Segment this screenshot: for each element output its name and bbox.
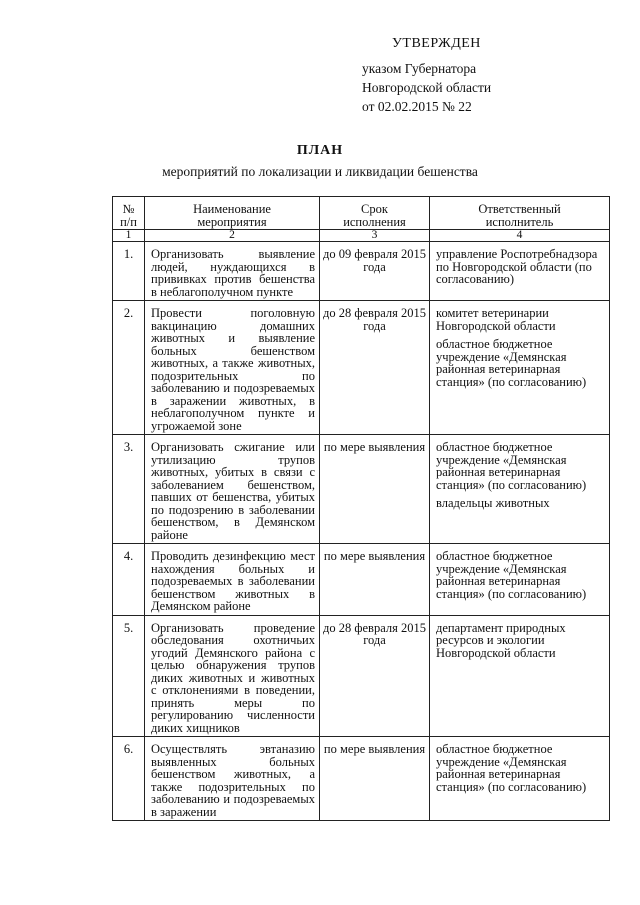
header-exec (430, 197, 610, 230)
row-term: по мере выявления (320, 435, 430, 544)
approval-heading: УТВЕРЖДЕН (392, 36, 481, 51)
row-number: 6. (113, 737, 145, 821)
row-executor (430, 737, 610, 821)
executor-entry: областное бюджетное учреждение «Демянская районная ветеринарная станция» (по согласованию) (436, 337, 587, 389)
header-term-line: Срок (361, 202, 388, 216)
header-num (113, 197, 145, 230)
header-name (145, 197, 320, 230)
row-measure: Организовать сжигание или утилизацию трупов животных, убитых в связи с заболеванием бешенством, павших от бешенства, убитых по подозрению в заболевании бешенством, в Демянском районе (145, 435, 320, 544)
approval-block (362, 34, 491, 116)
row-term: до 28 февраля 2015 года (320, 615, 430, 737)
table-row (113, 435, 610, 544)
row-executor (430, 435, 610, 544)
header-term (320, 197, 430, 230)
plan-table (112, 196, 610, 821)
row-number: 4. (113, 544, 145, 616)
executor-entry: областное бюджетное учреждение «Демянская районная ветеринарная станция» (по согласованию) (436, 549, 587, 601)
row-number: 2. (113, 301, 145, 435)
executor-entry: комитет ветеринарии Новгородской области (436, 306, 556, 333)
executor-entry: департамент природных ресурсов и экологии Новгородской области (436, 620, 566, 660)
header-name-line: мероприятия (197, 214, 267, 229)
header-num-line: п/п (120, 214, 137, 229)
column-number-row (113, 230, 610, 242)
executor-entry: областное бюджетное учреждение «Демянская районная ветеринарная станция» (по согласованию) (436, 742, 587, 794)
row-number: 5. (113, 615, 145, 737)
row-measure: Провести поголовную вакцинацию домашних животных и выявление больных бешенством животных, а также животных, подозрительных по заболеванию и подозреваемых в заражении животных, в неблагополучном пункте и угрожаемой зоне (145, 301, 320, 435)
column-number: 4 (430, 230, 610, 242)
row-executor (430, 615, 610, 737)
header-exec-line: Ответственный (478, 202, 561, 216)
executor-entry: областное бюджетное учреждение «Демянская районная ветеринарная станция» (по согласованию) (436, 440, 587, 492)
table-row (113, 737, 610, 821)
row-measure: Проводить дезинфекцию мест нахождения больных и подозреваемых в заболевании бешенством животных в Демянском районе (145, 544, 320, 616)
document-subtitle: мероприятий по локализации и ликвидации бешенства (162, 164, 478, 179)
row-measure: Осуществлять эвтаназию выявленных больных бешенством животных, а также подозрительных по заболеванию и подозреваемых в заражении (145, 737, 320, 821)
table-row (113, 615, 610, 737)
row-number: 3. (113, 435, 145, 544)
row-measure: Организовать выявление людей, нуждающихся в прививках против бешенства в неблагополучном пункте (145, 242, 320, 301)
document-title: ПЛАН (296, 143, 344, 158)
table-row (113, 301, 610, 435)
row-term: по мере выявления (320, 544, 430, 616)
table-header-row (113, 197, 610, 230)
header-name-line: Наименование (193, 202, 271, 216)
column-number: 1 (113, 230, 145, 242)
row-measure: Организовать проведение обследования охотничьих угодий Демянского района с целью обнаружения трупов диких животных и животных с отклонениями в поведении, принять меры по регулированию численности диких хищников (145, 615, 320, 737)
row-term: до 28 февраля 2015 года (320, 301, 430, 435)
row-term: до 09 февраля 2015 года (320, 242, 430, 301)
row-number: 1. (113, 242, 145, 301)
row-executor (430, 301, 610, 435)
executor-entry: управление Роспотребнадзора по Новгородской области (по согласованию) (436, 247, 598, 286)
row-term: по мере выявления (320, 737, 430, 821)
table-row (113, 544, 610, 616)
row-executor (430, 242, 610, 301)
approval-line: Новгородской области (362, 80, 492, 95)
header-num-line: № (122, 202, 135, 216)
approval-line: указом Губернатора (362, 61, 477, 76)
table-row (113, 242, 610, 301)
approval-line: от 02.02.2015 № 22 (362, 99, 472, 114)
executor-entry: владельцы животных (436, 496, 550, 510)
row-executor (430, 544, 610, 616)
column-number: 2 (145, 230, 320, 242)
column-number: 3 (320, 230, 430, 242)
header-term-line: исполнения (343, 214, 406, 229)
header-exec-line: исполнитель (485, 214, 554, 229)
